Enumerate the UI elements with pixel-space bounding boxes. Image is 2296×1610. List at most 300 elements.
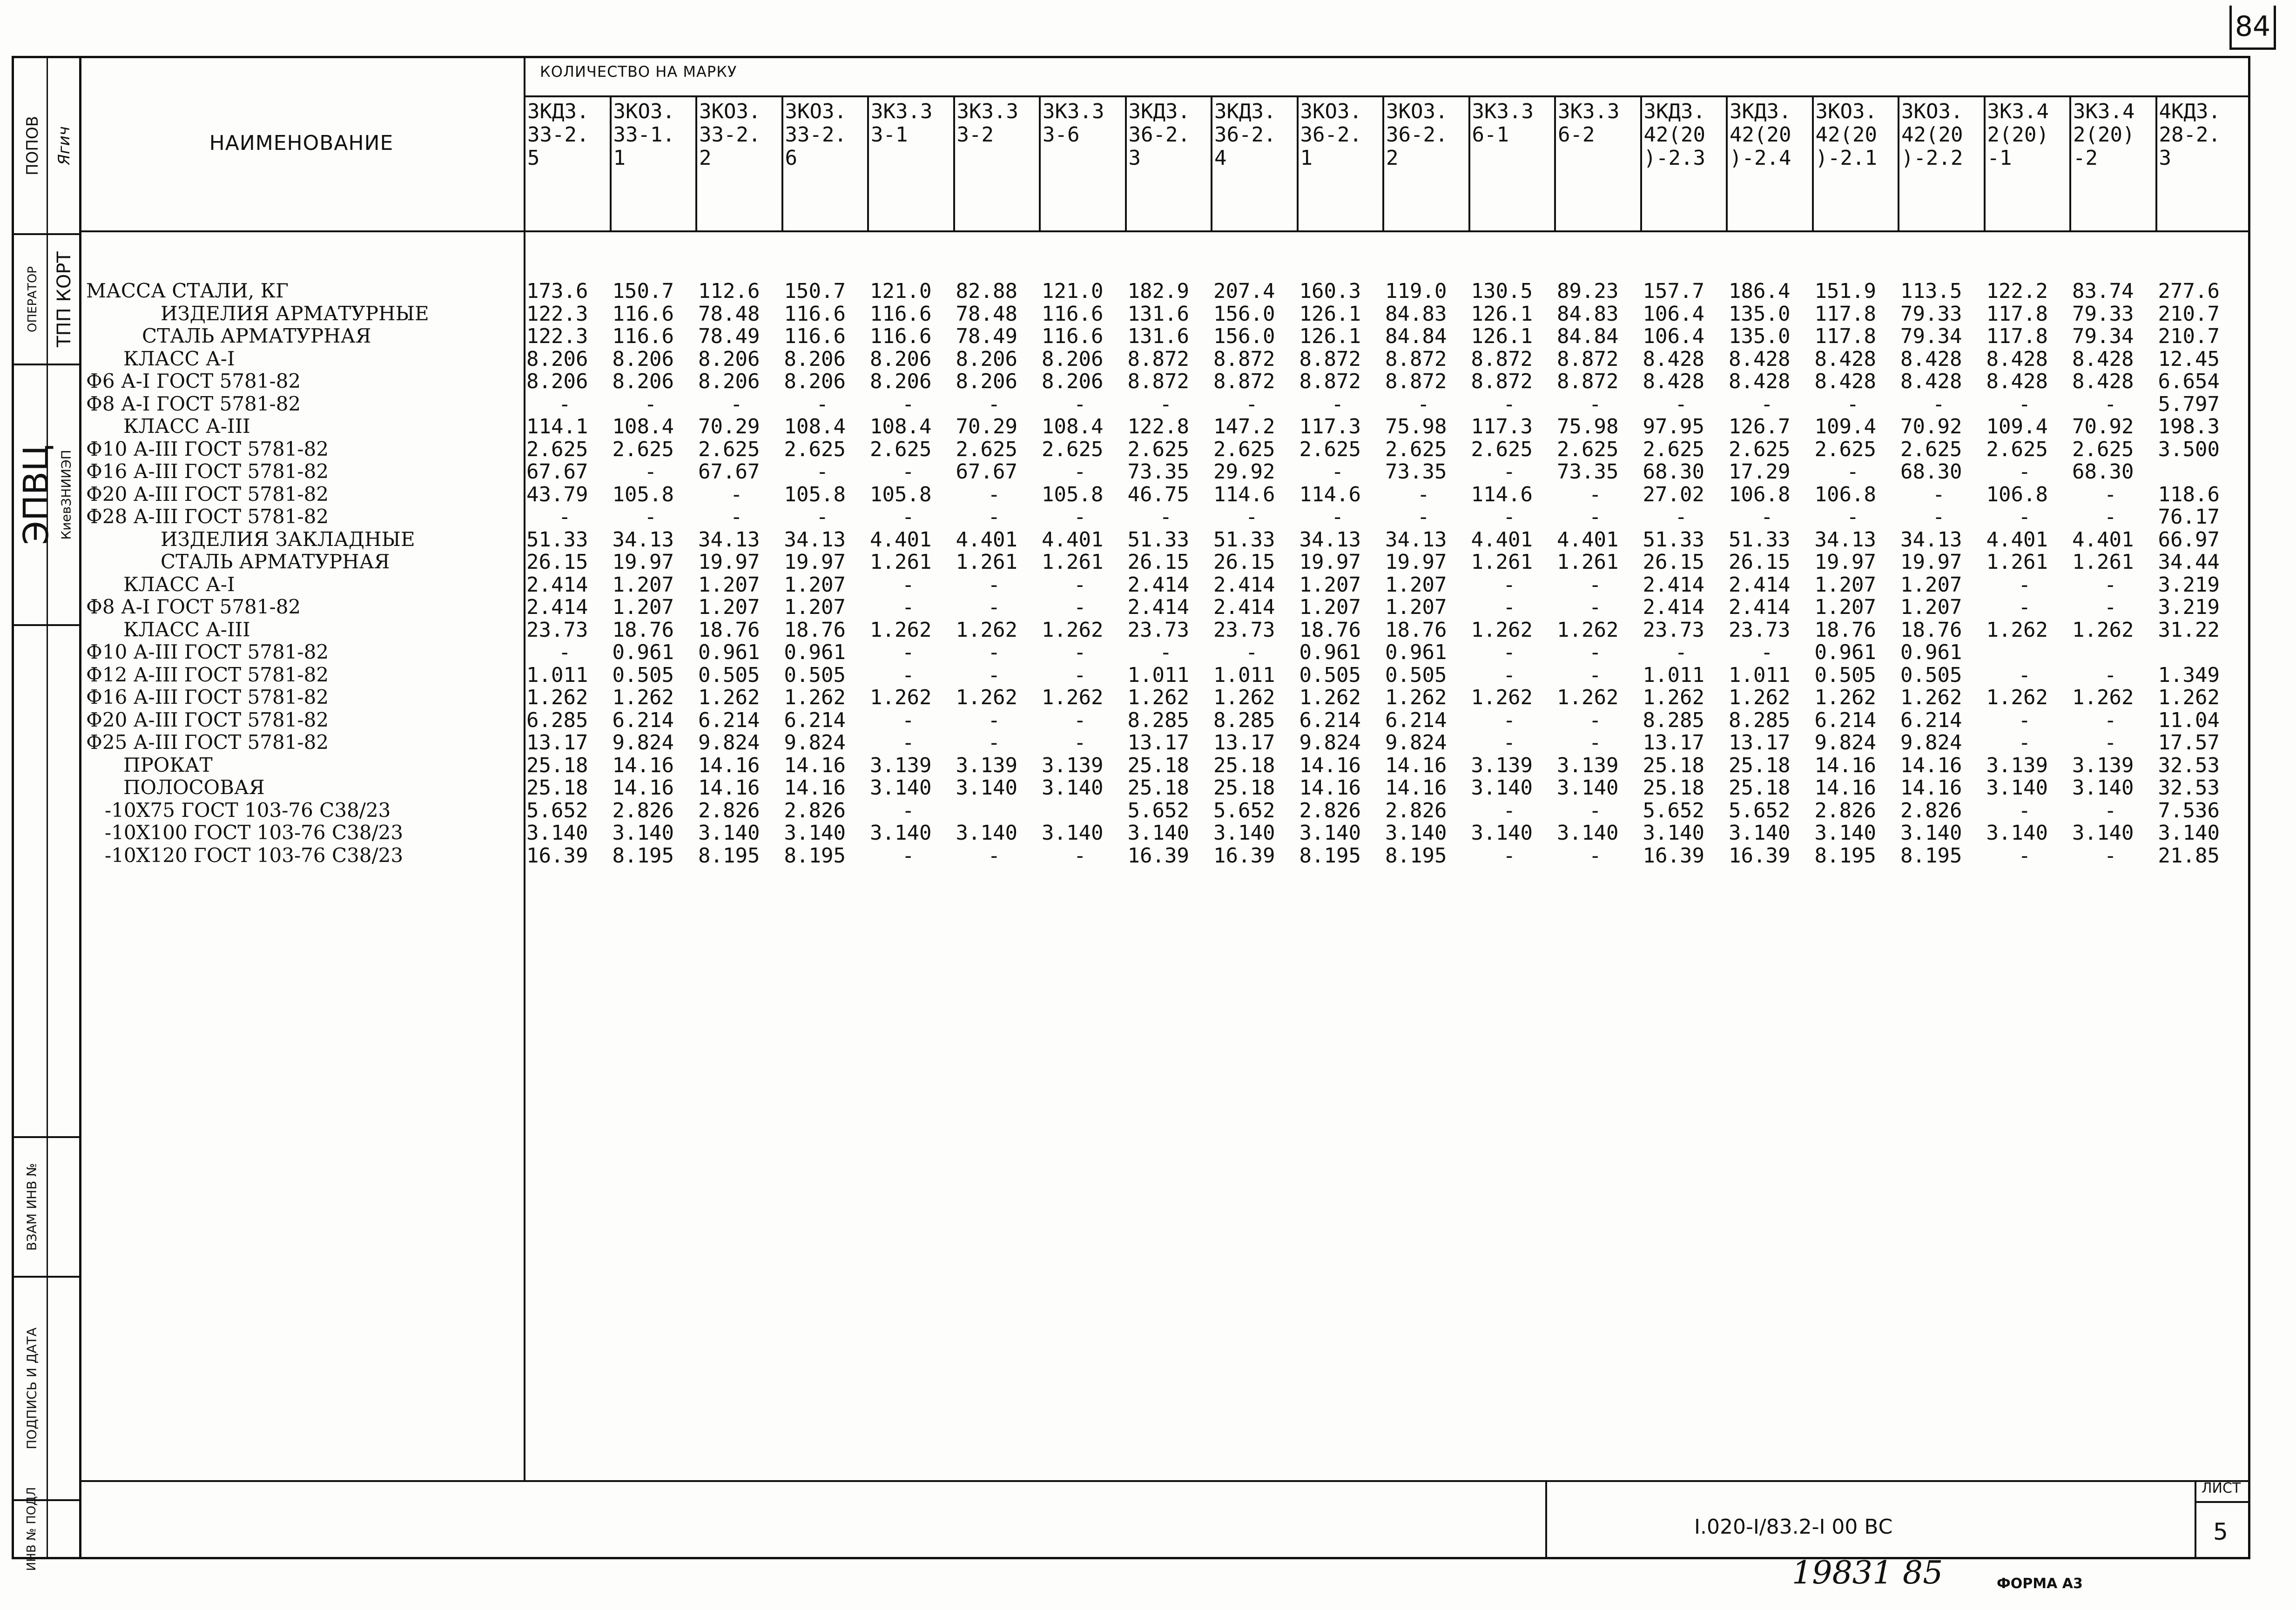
table-cell: 4.401 <box>1557 527 1619 552</box>
table-cell: - <box>1074 843 1086 868</box>
table-cell: - <box>1159 640 1172 664</box>
table-cell: - <box>2104 663 2117 687</box>
table-cell: - <box>988 505 1000 529</box>
column-header: 3КДЗ. 42(20 )-2.4 <box>1730 100 1791 170</box>
row-name: Ф8 А-I ГОСТ 5781-82 <box>86 392 301 415</box>
table-cell: 8.206 <box>698 370 760 393</box>
table-cell: 25.18 <box>1127 776 1189 800</box>
table-cell: 25.18 <box>526 776 588 800</box>
table-cell: 3.140 <box>1557 821 1619 845</box>
table-cell: 1.207 <box>784 573 846 597</box>
table-cell: 3.219 <box>2158 595 2220 619</box>
table-cell: 75.98 <box>1557 415 1619 438</box>
table-cell: 8.285 <box>1643 708 1704 732</box>
table-cell: 2.414 <box>1729 573 1791 597</box>
table-cell: 3.140 <box>1299 821 1361 845</box>
column-header: 3КОЗ. 33-2. 2 <box>699 100 761 170</box>
table-cell: 14.16 <box>698 776 760 800</box>
table-cell: - <box>1503 731 1515 754</box>
table-cell: 14.16 <box>1385 776 1447 800</box>
table-cell: 2.414 <box>1729 595 1791 619</box>
table-cell: 3.140 <box>1042 776 1104 800</box>
table-cell: 1.207 <box>698 595 760 619</box>
column-header: 3КДЗ. 42(20 )-2.3 <box>1643 100 1705 170</box>
table-cell: - <box>1074 595 1086 619</box>
table-cell: 51.33 <box>1127 527 1189 552</box>
table-cell: 116.6 <box>784 324 846 348</box>
table-cell: 25.18 <box>1729 776 1791 800</box>
table-cell: - <box>988 482 1000 506</box>
row-name: КЛАСС А-III <box>123 415 250 438</box>
table-cell: 70.92 <box>2072 415 2134 438</box>
table-cell: 1.262 <box>1385 686 1447 709</box>
table-cell: 112.6 <box>698 279 760 303</box>
table-cell: 108.4 <box>612 415 674 438</box>
table-cell: 3.139 <box>870 753 932 777</box>
table-cell: 116.6 <box>612 324 674 348</box>
table-cell: - <box>1417 392 1430 416</box>
table-cell: - <box>2018 460 2031 484</box>
table-cell: 1.011 <box>1643 663 1704 687</box>
table-cell: 3.140 <box>1643 821 1704 845</box>
table-cell: 126.7 <box>1729 415 1791 438</box>
table-cell: 5.652 <box>1729 798 1791 822</box>
table-cell: 1.207 <box>1814 595 1876 619</box>
table-cell: - <box>2104 573 2117 597</box>
table-cell: 2.625 <box>870 437 932 461</box>
table-cell: 19.97 <box>1385 550 1447 574</box>
table-cell: 2.826 <box>1900 798 1962 822</box>
table-cell: 8.872 <box>1299 347 1361 371</box>
table-cell: 1.262 <box>1557 686 1619 709</box>
table-cell: 117.8 <box>1986 324 2048 348</box>
table-cell: 14.16 <box>1299 776 1361 800</box>
name-column-header: НАИМЕНОВАНИЕ <box>209 131 394 155</box>
table-cell: 8.285 <box>1127 708 1189 732</box>
table-cell: 8.206 <box>1042 347 1104 371</box>
table-cell: 3.140 <box>870 821 932 845</box>
table-cell: 1.207 <box>1299 573 1361 597</box>
table-cell: - <box>2018 573 2031 597</box>
table-cell: 122.8 <box>1127 415 1189 438</box>
table-cell: 3.140 <box>2072 776 2134 800</box>
table-cell: - <box>1589 708 1602 732</box>
table-cell: 2.414 <box>1643 573 1704 597</box>
table-cell: 3.139 <box>2072 753 2134 777</box>
table-cell: 277.6 <box>2158 279 2220 303</box>
column-header: 3КОЗ. 42(20 )-2.1 <box>1815 100 1877 170</box>
table-cell: 8.195 <box>1385 843 1447 868</box>
table-cell: 106.8 <box>1814 482 1876 506</box>
table-cell: 2.625 <box>1299 437 1361 461</box>
table-cell: 5.652 <box>1127 798 1189 822</box>
table-cell: 1.261 <box>870 550 932 574</box>
table-cell: 2.625 <box>612 437 674 461</box>
table-cell: 25.18 <box>1127 753 1189 777</box>
table-cell: 68.30 <box>1643 460 1704 484</box>
left-stamp-strip <box>12 56 79 1571</box>
table-cell: - <box>2018 798 2031 822</box>
table-cell: 106.8 <box>1986 482 2048 506</box>
table-cell: - <box>730 392 743 416</box>
table-cell: 117.3 <box>1299 415 1361 438</box>
table-cell: 8.285 <box>1213 708 1275 732</box>
table-cell: 3.140 <box>698 821 760 845</box>
table-cell: 8.206 <box>526 347 588 371</box>
row-name: КЛАСС А-I <box>123 347 235 370</box>
table-cell: 6.285 <box>526 708 588 732</box>
table-cell: 1.207 <box>1900 573 1962 597</box>
table-cell: 6.214 <box>612 708 674 732</box>
table-cell: 1.207 <box>1814 573 1876 597</box>
table-cell: - <box>1074 460 1086 484</box>
table-cell: 1.262 <box>2072 618 2134 642</box>
table-cell: - <box>1246 505 1258 529</box>
table-cell: 0.505 <box>612 663 674 687</box>
row-name: Ф28 А-III ГОСТ 5781-82 <box>86 505 329 528</box>
table-cell: 2.414 <box>526 573 588 597</box>
table-cell: - <box>2018 663 2031 687</box>
table-cell: 46.75 <box>1127 482 1189 506</box>
stamp-divider-2 <box>2195 1480 2196 1559</box>
table-cell: 19.97 <box>698 550 760 574</box>
table-cell: 186.4 <box>1729 279 1791 303</box>
table-cell: 8.872 <box>1385 347 1447 371</box>
table-cell: 156.0 <box>1213 324 1275 348</box>
table-cell: - <box>730 482 743 506</box>
table-cell: 6.214 <box>1299 708 1361 732</box>
page-number: 84 <box>2235 10 2271 43</box>
table-cell: 117.8 <box>1814 324 1876 348</box>
table-cell: 18.76 <box>698 618 760 642</box>
table-cell: 1.261 <box>1986 550 2048 574</box>
table-cell: 14.16 <box>1385 753 1447 777</box>
table-cell: 67.67 <box>956 460 1017 484</box>
strip-inv-label: ИНВ № ПОДЛ <box>25 1487 39 1571</box>
table-cell: 114.6 <box>1213 482 1275 506</box>
table-cell: 23.73 <box>1729 618 1791 642</box>
table-cell: - <box>1675 505 1687 529</box>
column-header: 3КОЗ. 33-1. 1 <box>613 100 675 170</box>
table-cell: - <box>902 731 915 754</box>
table-cell: 2.625 <box>956 437 1017 461</box>
table-cell: 4.401 <box>2072 527 2134 552</box>
table-cell: 4.401 <box>1471 527 1533 552</box>
strip-cell-org <box>14 365 79 626</box>
table-cell: 0.505 <box>1385 663 1447 687</box>
table-cell: 26.15 <box>1729 550 1791 574</box>
table-cell: 1.207 <box>1900 595 1962 619</box>
table-cell: 13.17 <box>526 731 588 754</box>
table-cell: 1.262 <box>1986 686 2048 709</box>
column-header: 3КЗ.3 6-1 <box>1472 100 1534 147</box>
sheet-number: 5 <box>2213 1518 2228 1545</box>
table-cell: 3.140 <box>956 821 1017 845</box>
row-name: ПРОКАТ <box>123 753 213 776</box>
table-cell: - <box>1761 392 1773 416</box>
table-cell: 14.16 <box>612 776 674 800</box>
table-cell: 1.261 <box>2072 550 2134 574</box>
table-cell: - <box>2104 798 2117 822</box>
table-cell: 116.6 <box>1042 302 1104 326</box>
table-cell: 8.428 <box>1986 347 2048 371</box>
table-cell: 13.17 <box>1213 731 1275 754</box>
form-label: ФОРМА А3 <box>1997 1576 2083 1592</box>
strip-cell-operator <box>14 235 79 365</box>
table-cell: 4.401 <box>1986 527 2048 552</box>
table-cell: 1.262 <box>1299 686 1361 709</box>
table-cell: 150.7 <box>784 279 846 303</box>
table-cell: 0.505 <box>698 663 760 687</box>
table-cell: 1.262 <box>2072 686 2134 709</box>
table-cell: 11.04 <box>2158 708 2220 732</box>
table-cell: 151.9 <box>1814 279 1876 303</box>
table-cell: 70.29 <box>698 415 760 438</box>
table-cell: 3.140 <box>956 776 1017 800</box>
table-cell: - <box>730 505 743 529</box>
table-cell: 84.83 <box>1557 302 1619 326</box>
table-cell: 25.18 <box>1643 753 1704 777</box>
row-name: Ф8 А-I ГОСТ 5781-82 <box>86 595 301 618</box>
table-cell: 2.625 <box>1986 437 2048 461</box>
table-cell: 26.15 <box>1643 550 1704 574</box>
table-cell: - <box>988 731 1000 754</box>
table-cell: 75.98 <box>1385 415 1447 438</box>
table-cell: 8.872 <box>1127 347 1189 371</box>
table-cell: 25.18 <box>1213 753 1275 777</box>
column-header: 3КЗ.4 2(20) -1 <box>1987 100 2049 170</box>
table-cell: 19.97 <box>1299 550 1361 574</box>
strip-operator-label: ОПЕРАТОР <box>26 266 40 332</box>
table-cell: 70.92 <box>1900 415 1962 438</box>
row-name: Ф20 А-III ГОСТ 5781-82 <box>86 482 329 505</box>
table-cell: 1.261 <box>1557 550 1619 574</box>
table-cell: 34.44 <box>2158 550 2220 574</box>
table-cell: 27.02 <box>1643 482 1704 506</box>
stamp-sheet-rule <box>2195 1501 2250 1503</box>
table-cell: 9.824 <box>1900 731 1962 754</box>
table-cell: 3.500 <box>2158 437 2220 461</box>
table-cell: 0.505 <box>1299 663 1361 687</box>
table-cell: 8.872 <box>1213 347 1275 371</box>
table-cell: 51.33 <box>526 527 588 552</box>
table-cell: 0.961 <box>784 640 846 664</box>
strip-vzam-label: ВЗАМ ИНВ № <box>24 1163 40 1251</box>
table-cell: 150.7 <box>612 279 674 303</box>
table-cell: - <box>2104 392 2117 416</box>
table-cell: 8.206 <box>784 370 846 393</box>
row-name: МАССА СТАЛИ, КГ <box>86 279 289 302</box>
table-cell: - <box>1589 595 1602 619</box>
table-cell: - <box>1503 505 1515 529</box>
table-cell: - <box>1846 460 1859 484</box>
table-cell: 8.428 <box>1900 370 1962 393</box>
table-cell: 0.961 <box>1814 640 1876 664</box>
table-cell: 3.219 <box>2158 573 2220 597</box>
table-cell: 109.4 <box>1814 415 1876 438</box>
table-cell: 3.139 <box>1986 753 2048 777</box>
table-cell: 2.625 <box>1471 437 1533 461</box>
table-cell: 8.428 <box>1900 347 1962 371</box>
table-cell: 8.872 <box>1557 370 1619 393</box>
table-cell: 2.826 <box>1385 798 1447 822</box>
table-cell: 3.139 <box>956 753 1017 777</box>
table-cell: 3.140 <box>784 821 846 845</box>
table-cell: 114.6 <box>1471 482 1533 506</box>
table-cell: 121.0 <box>1042 279 1104 303</box>
table-cell: 147.2 <box>1213 415 1275 438</box>
table-cell: 2.625 <box>526 437 588 461</box>
table-cell: 97.95 <box>1643 415 1704 438</box>
table-cell: 8.428 <box>1814 347 1876 371</box>
table-cell: 131.6 <box>1127 324 1189 348</box>
table-cell: 117.3 <box>1471 415 1533 438</box>
table-cell: - <box>988 595 1000 619</box>
table-cell: 51.33 <box>1213 527 1275 552</box>
table-cell: 14.16 <box>612 753 674 777</box>
table-cell: 8.872 <box>1471 347 1533 371</box>
table-cell: 8.206 <box>784 347 846 371</box>
name-column-rule <box>524 56 525 1480</box>
table-cell: 105.8 <box>870 482 932 506</box>
table-cell: - <box>1417 482 1430 506</box>
table-cell: - <box>1589 640 1602 664</box>
table-cell: 1.262 <box>1814 686 1876 709</box>
table-cell: - <box>1417 505 1430 529</box>
table-cell: 73.35 <box>1127 460 1189 484</box>
table-cell: 131.6 <box>1127 302 1189 326</box>
table-cell: - <box>1246 640 1258 664</box>
table-cell: 182.9 <box>1127 279 1189 303</box>
table-cell: 1.011 <box>1127 663 1189 687</box>
table-cell: 32.53 <box>2158 753 2220 777</box>
table-cell: 1.262 <box>1471 618 1533 642</box>
table-cell: 21.85 <box>2158 843 2220 868</box>
table-cell: 18.76 <box>1814 618 1876 642</box>
header-bottom-rule <box>79 230 2250 232</box>
table-cell: 3.139 <box>1557 753 1619 777</box>
column-header: 3КДЗ. 36-2. 4 <box>1214 100 1276 170</box>
table-cell: 84.84 <box>1385 324 1447 348</box>
table-cell: - <box>902 640 915 664</box>
table-cell: 135.0 <box>1729 324 1791 348</box>
table-cell: 1.262 <box>1471 686 1533 709</box>
table-cell: 2.625 <box>1385 437 1447 461</box>
table-cell: 3.140 <box>1471 776 1533 800</box>
table-cell: 2.625 <box>1729 437 1791 461</box>
table-cell: - <box>1074 640 1086 664</box>
table-cell: 116.6 <box>784 302 846 326</box>
table-cell: - <box>2018 708 2031 732</box>
table-cell: 122.3 <box>526 324 588 348</box>
table-cell: 84.84 <box>1557 324 1619 348</box>
table-cell: 2.625 <box>1643 437 1704 461</box>
table-cell: 5.652 <box>526 798 588 822</box>
table-cell: 1.207 <box>612 573 674 597</box>
stamp-top-rule <box>79 1480 2250 1482</box>
column-header: 4КДЗ. 28-2. 3 <box>2159 100 2221 170</box>
table-cell: 6.214 <box>1900 708 1962 732</box>
table-cell: 122.3 <box>526 302 588 326</box>
table-cell: 2.625 <box>2072 437 2134 461</box>
table-cell: - <box>1846 505 1859 529</box>
table-cell: 6.214 <box>1385 708 1447 732</box>
table-cell: 3.140 <box>1385 821 1447 845</box>
table-cell: 1.262 <box>870 686 932 709</box>
table-cell: 1.262 <box>1042 618 1104 642</box>
table-cell: 1.207 <box>784 595 846 619</box>
table-cell: 8.206 <box>956 347 1017 371</box>
table-cell: 14.16 <box>698 753 760 777</box>
table-cell: 1.349 <box>2158 663 2220 687</box>
table-cell: 4.401 <box>870 527 932 552</box>
table-cell: 2.625 <box>1557 437 1619 461</box>
table-cell: - <box>1589 505 1602 529</box>
table-cell: 70.29 <box>956 415 1017 438</box>
table-cell: 8.195 <box>698 843 760 868</box>
table-cell: 8.206 <box>612 370 674 393</box>
table-cell: 1.262 <box>784 686 846 709</box>
table-cell: 18.76 <box>612 618 674 642</box>
table-cell: 5.652 <box>1643 798 1704 822</box>
column-header: 3КДЗ. 33-2. 5 <box>527 100 589 170</box>
row-name: КЛАСС А-I <box>123 573 235 596</box>
table-cell: 23.73 <box>1213 618 1275 642</box>
table-cell: - <box>1331 505 1344 529</box>
table-cell: 116.6 <box>870 302 932 326</box>
table-cell: 2.826 <box>1814 798 1876 822</box>
table-cell: - <box>988 843 1000 868</box>
table-cell: 1.262 <box>1986 618 2048 642</box>
table-cell: - <box>2018 505 2031 529</box>
table-cell: 1.262 <box>1900 686 1962 709</box>
table-cell: - <box>988 708 1000 732</box>
table-cell: - <box>1589 573 1602 597</box>
table-cell: 3.140 <box>1471 821 1533 845</box>
table-cell: 210.7 <box>2158 302 2220 326</box>
table-cell: 130.5 <box>1471 279 1533 303</box>
table-cell: 126.1 <box>1299 324 1361 348</box>
table-cell: 17.29 <box>1729 460 1791 484</box>
table-cell: 0.961 <box>1385 640 1447 664</box>
table-cell: - <box>1503 595 1515 619</box>
table-cell: 1.262 <box>956 686 1017 709</box>
table-cell: 3.139 <box>1042 753 1104 777</box>
table-cell: 105.8 <box>784 482 846 506</box>
table-cell: 5.652 <box>1213 798 1275 822</box>
column-header: 3КЗ.4 2(20) -2 <box>2073 100 2135 170</box>
table-cell: 19.97 <box>784 550 846 574</box>
table-cell: 8.428 <box>1643 370 1704 393</box>
table-cell: - <box>988 663 1000 687</box>
table-cell: - <box>1503 663 1515 687</box>
table-cell: 9.824 <box>1814 731 1876 754</box>
table-cell: 32.53 <box>2158 776 2220 800</box>
table-cell: 14.16 <box>1814 753 1876 777</box>
row-name: Ф12 А-III ГОСТ 5781-82 <box>86 663 329 686</box>
table-cell: 9.824 <box>698 731 760 754</box>
table-cell: 0.961 <box>698 640 760 664</box>
row-name: СТАЛЬ АРМАТУРНАЯ <box>161 550 390 573</box>
table-cell: 14.16 <box>1900 753 1962 777</box>
table-cell: 16.39 <box>1729 843 1791 868</box>
table-cell: 1.261 <box>956 550 1017 574</box>
table-cell: 1.011 <box>1213 663 1275 687</box>
table-cell: 126.1 <box>1471 324 1533 348</box>
table-cell: - <box>1503 708 1515 732</box>
table-cell: 1.262 <box>2158 686 2220 709</box>
column-header: 3КОЗ. 33-2. 6 <box>785 100 847 170</box>
